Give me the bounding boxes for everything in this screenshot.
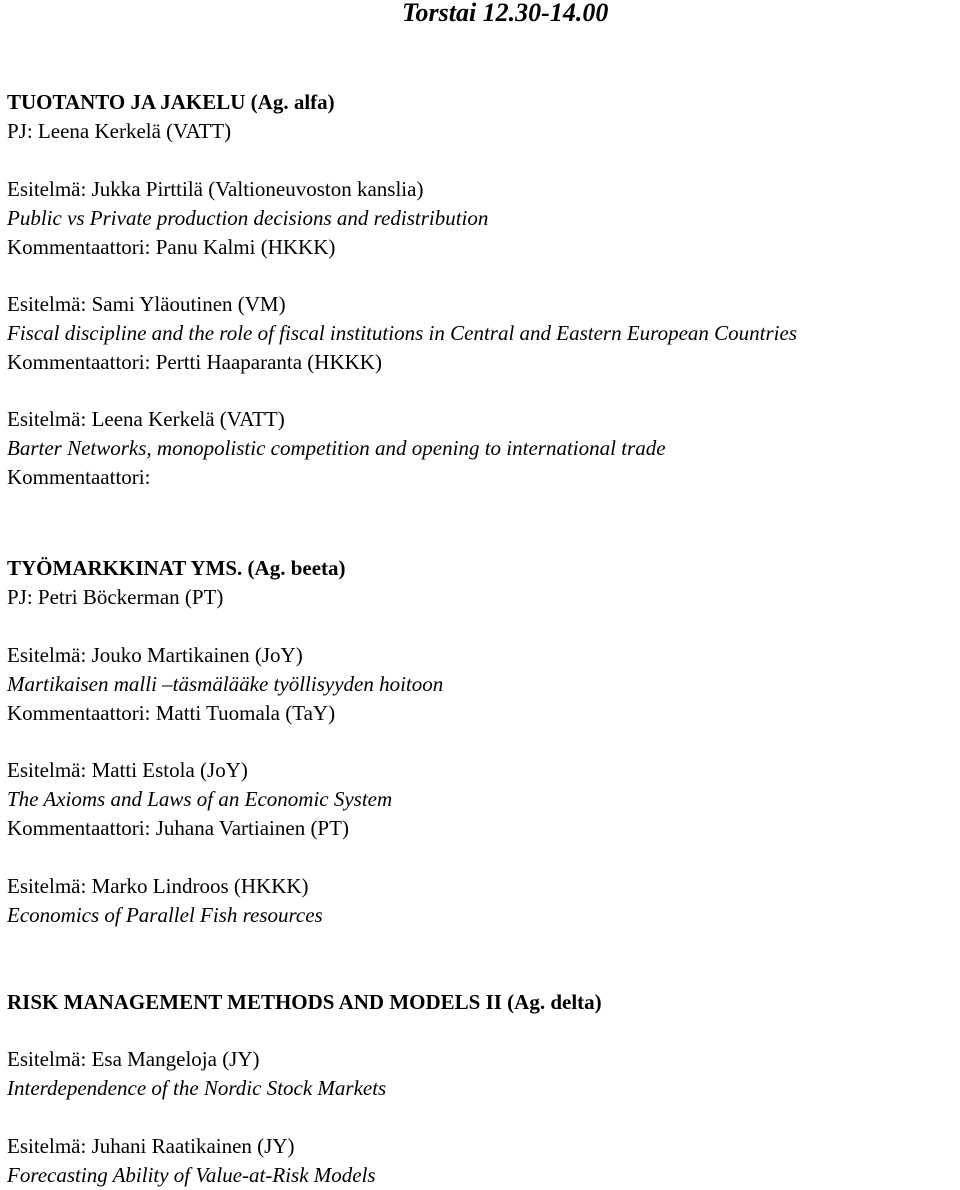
talk-title: Economics of Parallel Fish resources [7, 903, 323, 927]
talk-presenter: Esitelmä: Jukka Pirttilä (Valtioneuvoston kanslia) [7, 177, 424, 201]
section-title-production: TUOTANTO JA JAKELU (Ag. alfa) [7, 90, 335, 114]
talk-presenter: Esitelmä: Jouko Martikainen (JoY) [7, 643, 303, 667]
talk-discussant: Kommentaattori: [7, 465, 151, 489]
talk-title: Public vs Private production decisions and redistribution [7, 206, 489, 230]
talk-discussant: Kommentaattori: Panu Kalmi (HKKK) [7, 235, 336, 259]
section-chair-labour: PJ: Petri Böckerman (PT) [7, 585, 224, 609]
talk-presenter: Esitelmä: Marko Lindroos (HKKK) [7, 874, 309, 898]
section-title-labour: TYÖMARKKINAT YMS. (Ag. beeta) [7, 556, 346, 580]
talk-presenter: Esitelmä: Juhani Raatikainen (JY) [7, 1134, 295, 1158]
talk-presenter: Esitelmä: Leena Kerkelä (VATT) [7, 407, 285, 431]
talk-title: Barter Networks, monopolistic competition and opening to international trade [7, 436, 666, 460]
talk-title: Interdependence of the Nordic Stock Markets [7, 1076, 387, 1100]
talk-title: Fiscal discipline and the role of fiscal institutions in Central and Eastern European Countries [7, 321, 797, 345]
talk-title: Martikaisen malli –täsmälääke työllisyyden hoitoon [7, 672, 444, 696]
talk-discussant: Kommentaattori: Matti Tuomala (TaY) [7, 701, 336, 725]
talk-presenter: Esitelmä: Sami Yläoutinen (VM) [7, 292, 286, 316]
talk-discussant: Kommentaattori: Juhana Vartiainen (PT) [7, 816, 349, 840]
talk-presenter: Esitelmä: Matti Estola (JoY) [7, 758, 248, 782]
talk-presenter: Esitelmä: Esa Mangeloja (JY) [7, 1047, 260, 1071]
talk-title: The Axioms and Laws of an Economic System [7, 787, 393, 811]
talk-discussant: Kommentaattori: Pertti Haaparanta (HKKK) [7, 350, 382, 374]
section-title-risk: RISK MANAGEMENT METHODS AND MODELS II (Ag. delta) [7, 990, 602, 1014]
session-time: Torstai 12.30-14.00 [402, 0, 609, 27]
section-chair-production: PJ: Leena Kerkelä (VATT) [7, 119, 232, 143]
talk-title: Forecasting Ability of Value-at-Risk Models [7, 1163, 376, 1187]
